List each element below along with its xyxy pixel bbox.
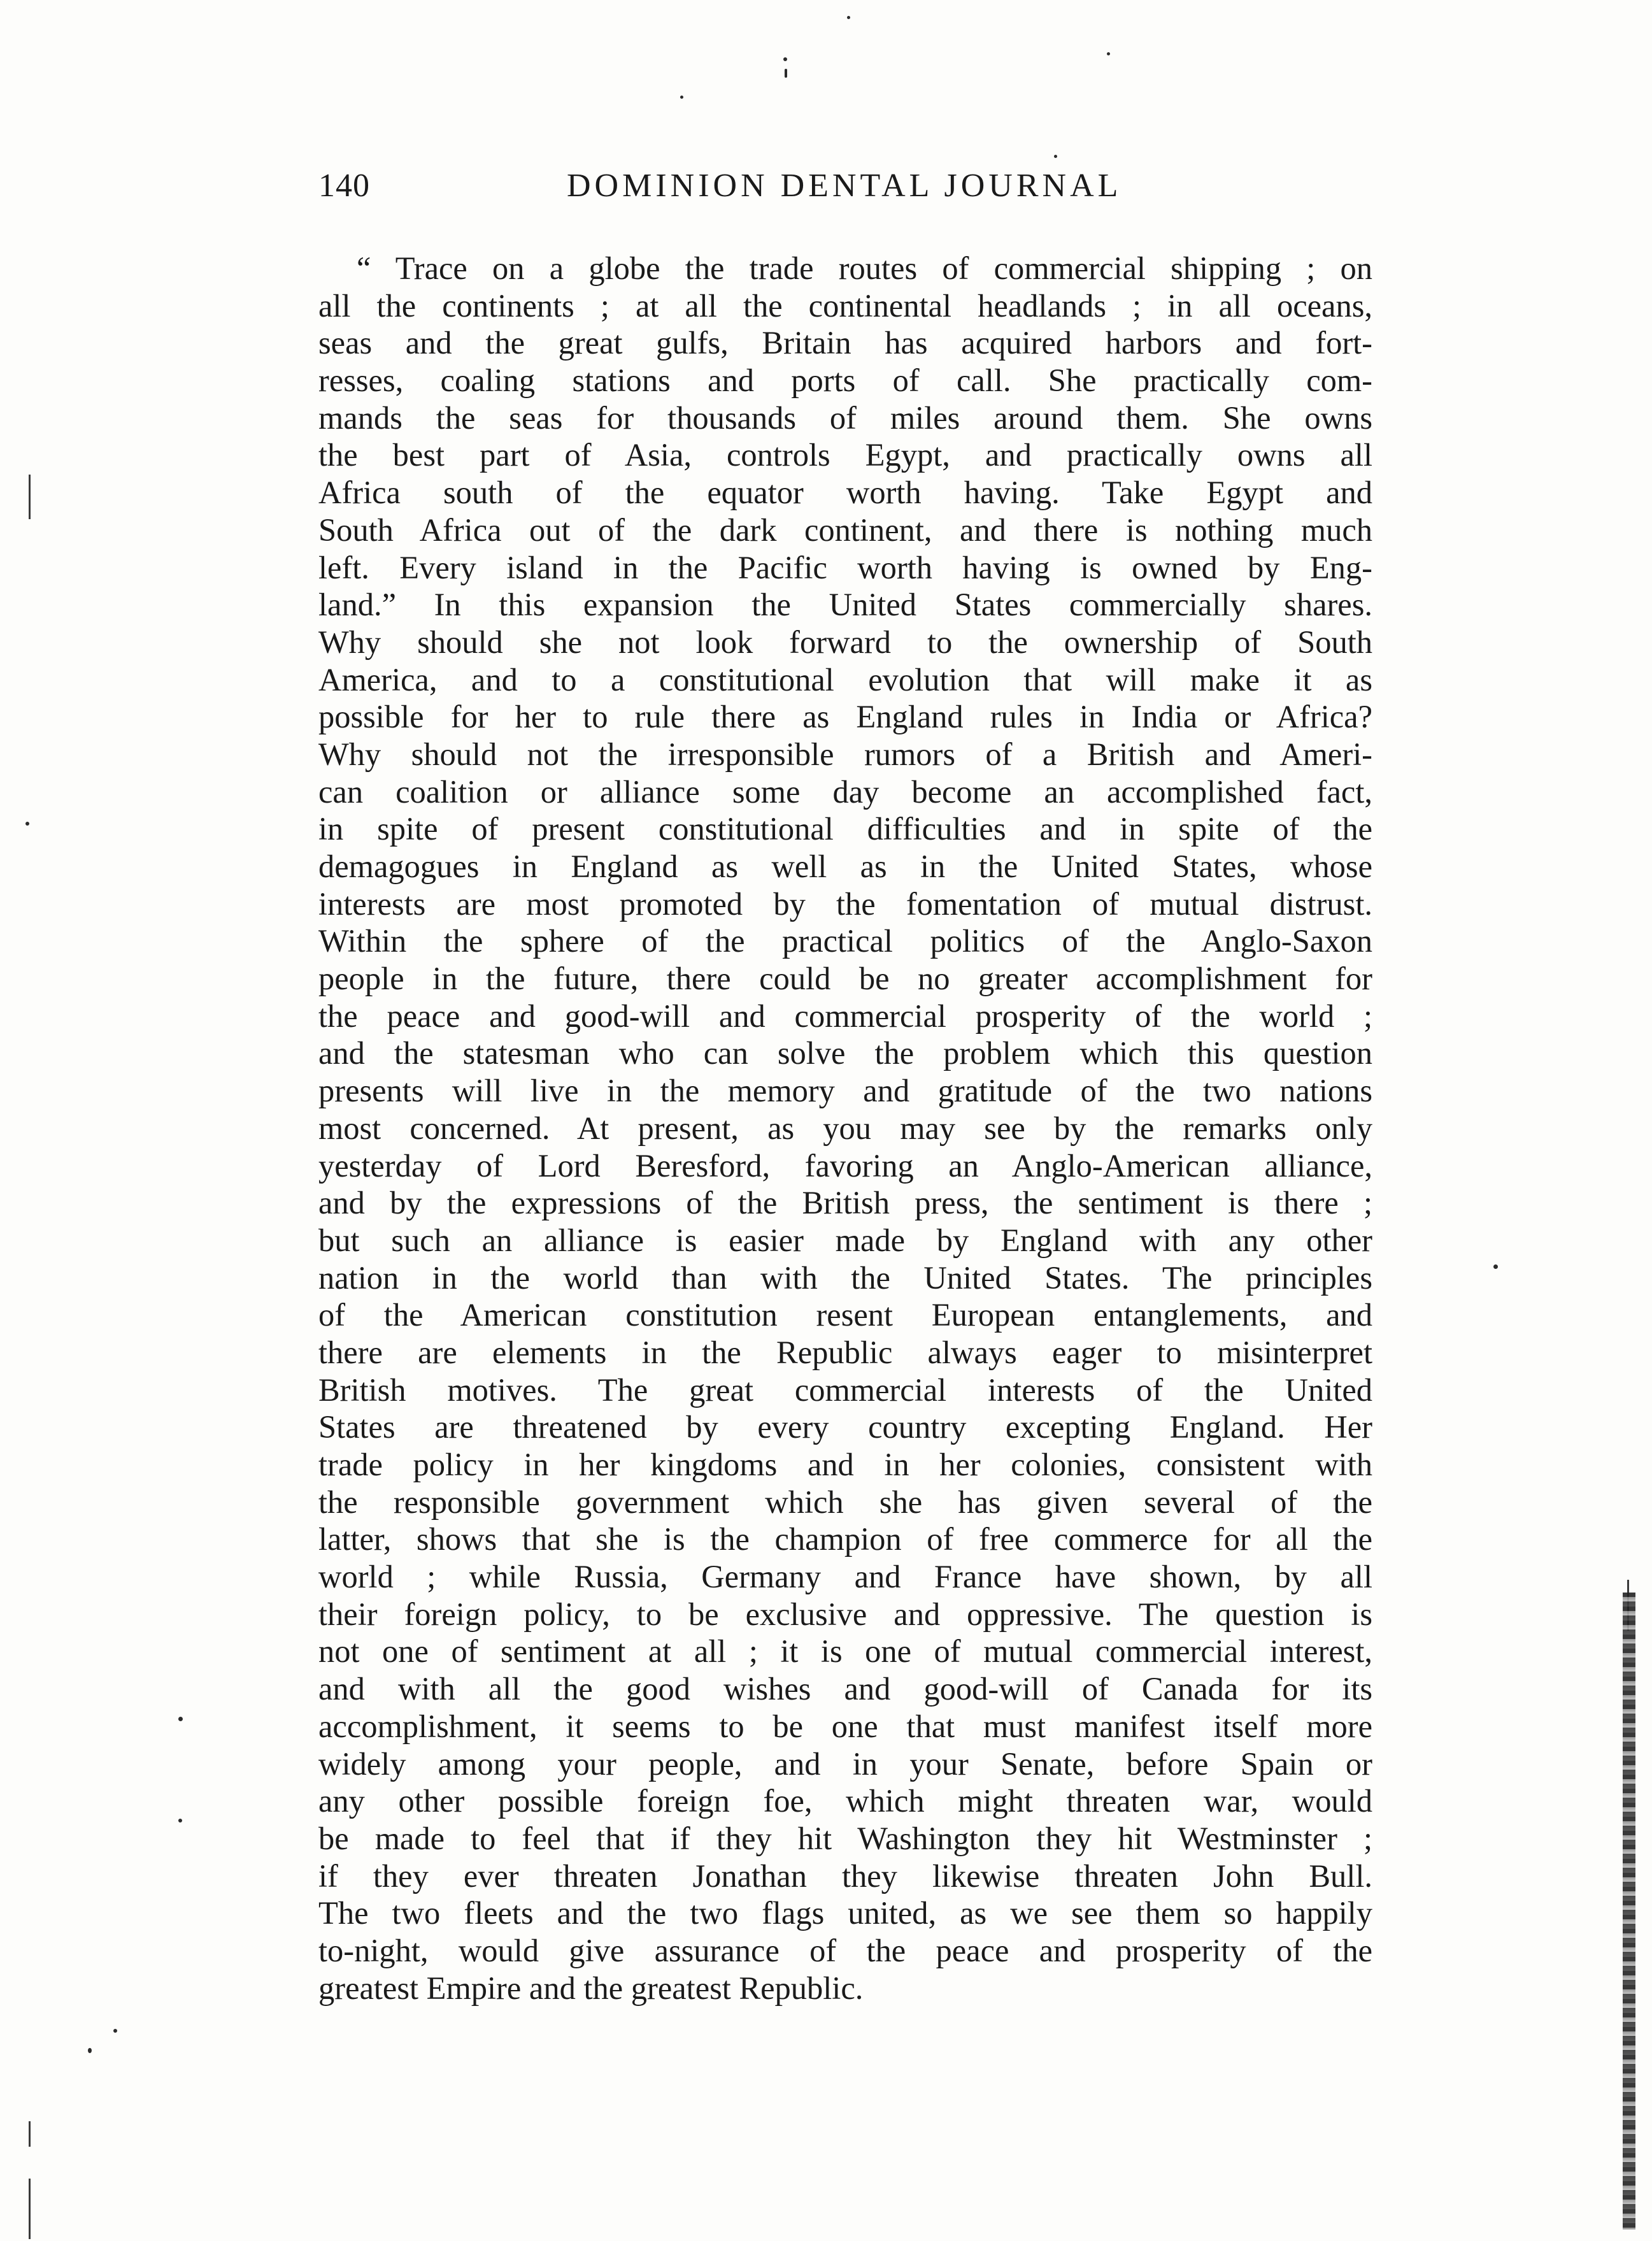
text-line: land.” In this expansion the United States commercially shares. (318, 587, 1372, 623)
text-line: widely among your people, and in your Senate, before Spain or (318, 1745, 1372, 1782)
text-line: be made to feel that if they hit Washington they hit Westminster ; (318, 1820, 1372, 1856)
scan-edge-mark (29, 475, 31, 519)
body-text (318, 250, 1372, 2008)
text-line: “ Trace on a globe the trade routes of commercial shipping ; on (357, 250, 1372, 286)
text-line: there are elements in the Republic always eager to misinterpret (318, 1334, 1372, 1370)
text-line: people in the future, there could be no greater accomplishment for (318, 961, 1372, 997)
text-line: can coalition or alliance some day become an accomplished fact, (318, 773, 1372, 810)
scan-speck (1054, 155, 1057, 158)
text-line: in spite of present constitutional difficulties and in spite of the (318, 811, 1372, 847)
running-head (318, 167, 1372, 218)
scan-speck (113, 2029, 117, 2033)
scan-speck (847, 16, 850, 19)
text-line: seas and the great gulfs, Britain has acquired harbors and fort- (318, 325, 1372, 361)
scan-binding-edge (1623, 1593, 1635, 2230)
text-line: South Africa out of the dark continent, and there is nothing much (318, 512, 1372, 548)
text-line: greatest Empire and the greatest Republic. (318, 1970, 864, 2006)
text-line: mands the seas for thousands of miles around them. She owns (318, 399, 1372, 436)
text-line: and with all the good wishes and good-will of Canada for its (318, 1671, 1372, 1707)
text-line: the best part of Asia, controls Egypt, and practically owns all (318, 437, 1372, 473)
text-line: world ; while Russia, Germany and France have shown, by all (318, 1559, 1372, 1595)
text-line: latter, shows that she is the champion of free commerce for all the (318, 1521, 1372, 1557)
text-line: any other possible foreign foe, which might threaten war, would (318, 1783, 1372, 1819)
text-line: possible for her to rule there as England rules in India or Africa? (318, 699, 1372, 735)
text-line: demagogues in England as well as in the United States, whose (318, 848, 1372, 884)
text-line: Why should she not look forward to the ownership of South (318, 624, 1372, 660)
text-line: States are threatened by every country excepting England. Her (318, 1409, 1372, 1445)
scan-speck (1107, 52, 1110, 55)
text-line: nation in the world than with the United States. The principles (318, 1259, 1372, 1296)
text-line: Why should not the irresponsible rumors of a British and Ameri- (318, 736, 1372, 772)
text-line: resses, coaling stations and ports of call. She practically com- (318, 362, 1372, 399)
text-line: not one of sentiment at all ; it is one of mutual commercial interest, (318, 1633, 1372, 1670)
text-line: and by the expressions of the British press, the sentiment is there ; (318, 1185, 1372, 1221)
scan-speck (88, 2048, 92, 2053)
text-line: Africa south of the equator worth having. Take Egypt and (318, 475, 1372, 511)
scan-speck (783, 57, 787, 61)
scan-speck (1493, 1264, 1498, 1269)
text-line: most concerned. At present, as you may see by the remarks only (318, 1110, 1372, 1146)
text-line: British motives. The great commercial interests of the United (318, 1371, 1372, 1408)
text-line: yesterday of Lord Beresford, favoring an Anglo-American alliance, (318, 1147, 1372, 1184)
text-line: the responsible government which she has given several of the (318, 1484, 1372, 1520)
journal-title: DOMINION DENTAL JOURNAL (567, 168, 1122, 204)
text-line: interests are most promoted by the fomentation of mutual distrust. (318, 885, 1372, 922)
scan-edge-mark (29, 2179, 31, 2239)
page-number: 140 (318, 168, 370, 204)
text-line: but such an alliance is easier made by England with any other (318, 1222, 1372, 1258)
scan-edge-mark (29, 2121, 31, 2147)
text-line: trade policy in her kingdoms and in her colonies, consistent with (318, 1447, 1372, 1482)
scan-speck (178, 1819, 182, 1822)
text-line: and the statesman who can solve the problem which this question (318, 1035, 1372, 1071)
scan-speck (680, 96, 683, 99)
text-line: America, and to a constitutional evolution that will make it as (318, 661, 1372, 698)
text-line: The two fleets and the two flags united, as we see them so happily (318, 1895, 1372, 1931)
text-line: presents will live in the memory and gratitude of the two nations (318, 1073, 1372, 1109)
text-line: all the continents ; at all the continental headlands ; in all oceans, (318, 287, 1372, 324)
text-line: if they ever threaten Jonathan they likewise threaten John Bull. (318, 1858, 1372, 1894)
text-line: accomplishment, it seems to be one that must manifest itself more (318, 1708, 1372, 1744)
text-line: their foreign policy, to be exclusive and oppressive. The question is (318, 1596, 1372, 1632)
text-line: left. Every island in the Pacific worth having is owned by Eng- (318, 549, 1372, 585)
text-line: Within the sphere of the practical politics of the Anglo-Saxon (318, 923, 1372, 959)
text-line: to-night, would give assurance of the peace and prosperity of the (318, 1932, 1372, 1968)
scan-speck (178, 1717, 183, 1721)
text-line: the peace and good-will and commercial prosperity of the world ; (318, 998, 1372, 1034)
scan-speck (25, 822, 29, 826)
scan-speck (785, 69, 787, 78)
text-line: of the American constitution resent European entanglements, and (318, 1297, 1372, 1333)
